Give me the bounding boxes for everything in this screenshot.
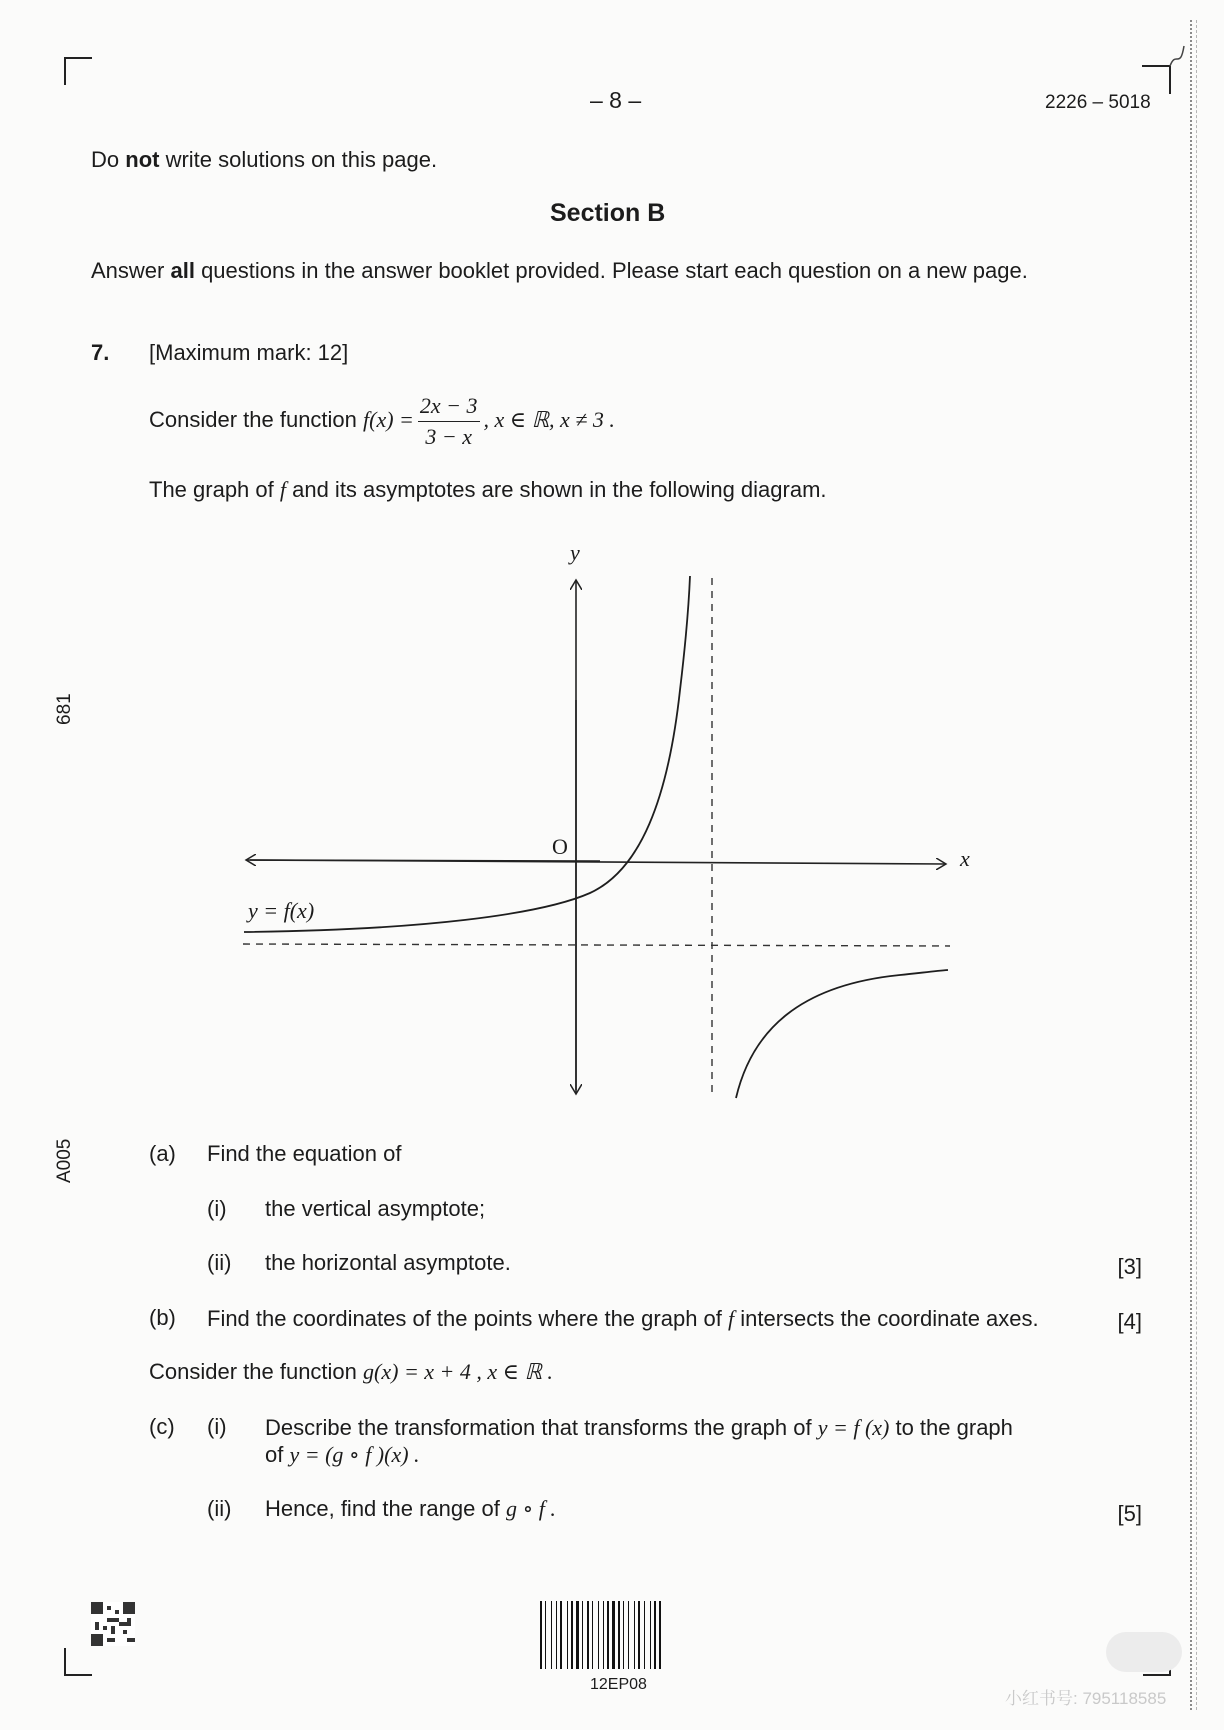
horizontal-asymptote: [243, 944, 950, 946]
watermark: 小红书号: 795118585: [1005, 1689, 1167, 1708]
notice: Do not write solutions on this page.: [91, 147, 438, 172]
barcode-bar: [584, 1601, 586, 1669]
part-a-ii-label: (ii): [207, 1250, 232, 1275]
qr-code: [91, 1602, 135, 1646]
graph-intro: The graph of f and its asymptotes are shown in the following diagram.: [149, 477, 827, 502]
barcode-bar: [553, 1601, 555, 1669]
barcode-bar: [638, 1601, 640, 1669]
function-domain: , x ∈ ℝ, x ≠ 3 .: [483, 407, 615, 432]
barcode-bar: [610, 1601, 611, 1669]
curve-label: y = f(x): [248, 898, 315, 923]
barcode-bar: [641, 1601, 643, 1669]
curve-left-branch: [244, 576, 690, 932]
barcode-bar: [616, 1601, 617, 1669]
fraction-denominator: 3 − x: [425, 423, 473, 449]
barcode-bar: [540, 1601, 542, 1669]
barcode-bar: [574, 1601, 575, 1669]
part-a-i-text: the vertical asymptote;: [265, 1196, 486, 1221]
barcode-bar: [636, 1601, 637, 1669]
barcode-bar: [563, 1601, 566, 1669]
barcode-bar: [607, 1601, 609, 1669]
barcode-bar: [558, 1601, 559, 1669]
barcode-bar: [569, 1601, 570, 1669]
part-c-i-label: (i): [207, 1414, 227, 1439]
section-title: Section B: [550, 199, 666, 227]
part-b-text: Find the coordinates of the points where the graph of f intersects the coordinate axes.: [207, 1306, 1039, 1331]
barcode-bar: [621, 1601, 622, 1669]
barcode-bar: [630, 1601, 633, 1669]
part-a-label: (a): [149, 1141, 176, 1166]
barcode-bar: [600, 1601, 602, 1669]
part-c-i-text-line2: of y = (g ∘ f )(x) .: [265, 1442, 420, 1467]
barcode-bar: [576, 1601, 579, 1669]
part-b-label: (b): [149, 1305, 176, 1330]
barcode-bar: [594, 1601, 597, 1669]
barcode-bar: [590, 1601, 591, 1669]
part-a-marks: [3]: [1117, 1254, 1142, 1279]
barcode-bar: [545, 1601, 546, 1669]
barcode-bar: [567, 1601, 568, 1669]
page-number: – 8 –: [590, 87, 642, 113]
barcode-bar: [571, 1601, 573, 1669]
barcode: [540, 1601, 692, 1669]
instruction: Answer all questions in the answer booklet provided. Please start each question on a new page.: [91, 258, 1028, 283]
barcode-bar: [628, 1601, 629, 1669]
part-c-ii-text: Hence, find the range of g ∘ f .: [265, 1496, 556, 1521]
function-definition: Consider the function f(x) = $\frac{2x - 3}{3 - x}$ , x ∈ ℝ, x ≠ 3 .: [149, 392, 615, 449]
curve-right-branch: [736, 970, 948, 1098]
barcode-bar: [605, 1601, 606, 1669]
max-mark: [Maximum mark: 12]: [149, 340, 349, 365]
part-b-marks: [4]: [1117, 1309, 1142, 1334]
part-a-i-label: (i): [207, 1196, 227, 1221]
fraction-numerator: 2x − 3: [418, 393, 480, 422]
barcode-bar: [592, 1601, 593, 1669]
x-axis-label: x: [960, 846, 970, 871]
barcode-bar: [560, 1601, 562, 1669]
barcode-bar: [625, 1601, 627, 1669]
x-axis-left-arrow: [246, 860, 600, 861]
barcode-bar: [598, 1601, 599, 1669]
question-number: 7.: [91, 340, 110, 365]
side-label-top: 681: [54, 693, 75, 725]
paper-code: 2226 – 5018: [1045, 92, 1151, 113]
barcode-bar: [556, 1601, 557, 1669]
barcode-bar: [659, 1601, 661, 1669]
part-c-label: (c): [149, 1414, 175, 1439]
barcode-text: 12EP08: [590, 1676, 647, 1693]
origin-label: O: [552, 834, 568, 859]
function-lhs: f(x) =: [363, 407, 414, 432]
barcode-bar: [547, 1601, 550, 1669]
barcode-bar: [652, 1601, 653, 1669]
barcode-bar: [587, 1601, 589, 1669]
barcode-bar: [543, 1601, 544, 1669]
part-c-ii-label: (ii): [207, 1496, 232, 1521]
g-function-intro: Consider the function g(x) = x + 4 , x ∈ ℝ .: [149, 1359, 553, 1384]
side-label-bottom: A005: [54, 1138, 75, 1183]
barcode-bar: [612, 1601, 615, 1669]
barcode-bar: [582, 1601, 583, 1669]
barcode-bar: [646, 1601, 649, 1669]
barcode-bar: [644, 1601, 645, 1669]
barcode-bar: [662, 1601, 663, 1669]
y-axis-label: y: [570, 540, 580, 565]
part-c-marks: [5]: [1117, 1501, 1142, 1526]
barcode-bar: [657, 1601, 658, 1669]
barcode-bar: [654, 1601, 656, 1669]
part-c-i-text: Describe the transformation that transforms the graph of y = f (x) to the graph: [265, 1415, 1013, 1440]
barcode-bar: [603, 1601, 604, 1669]
barcode-bar: [580, 1601, 581, 1669]
barcode-bar: [623, 1601, 624, 1669]
barcode-bar: [551, 1601, 552, 1669]
part-a-text: Find the equation of: [207, 1141, 402, 1166]
watermark-logo: [1106, 1632, 1182, 1672]
crop-mark-bottom-left: [64, 1648, 92, 1676]
barcode-bar: [650, 1601, 651, 1669]
barcode-bar: [634, 1601, 635, 1669]
barcode-bar: [618, 1601, 620, 1669]
part-a-ii-text: the horizontal asymptote.: [265, 1250, 511, 1275]
